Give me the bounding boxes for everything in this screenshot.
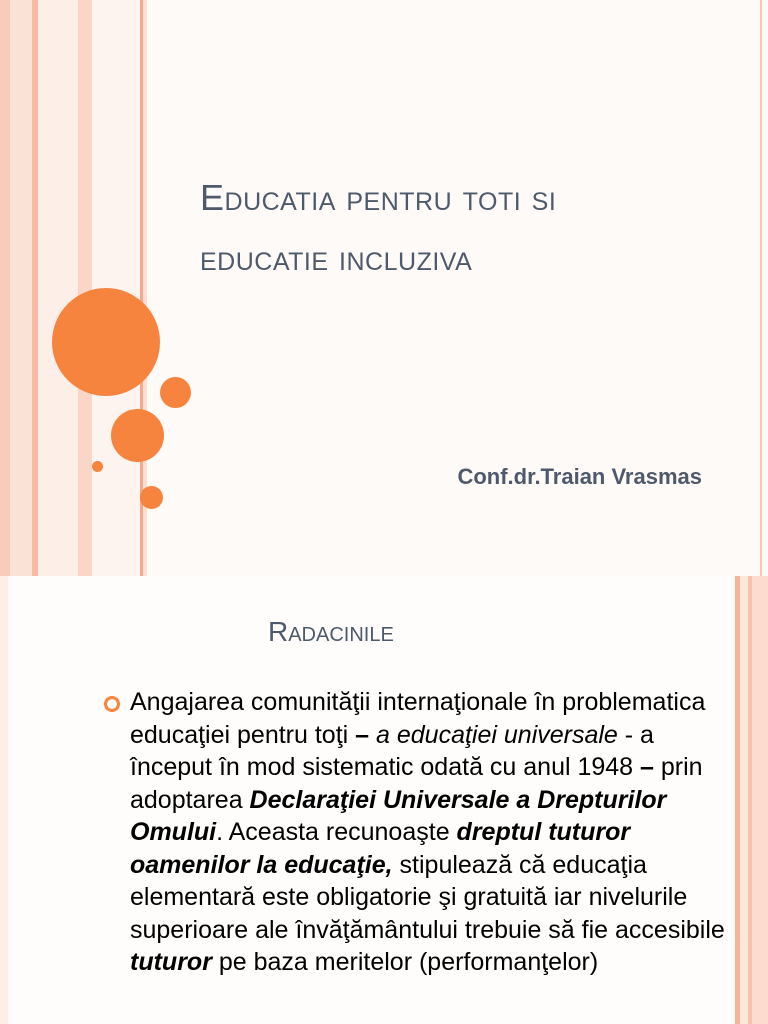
- text-run: –: [640, 753, 654, 781]
- text-run: pe baza meritelor (performanţelor): [211, 948, 599, 976]
- title-line-2: educatie incluziva: [200, 237, 473, 278]
- text-run-italic: a educaţiei universale: [376, 720, 618, 749]
- decor-circle-small: [160, 377, 191, 408]
- slide-content: [0, 576, 768, 1024]
- text-run-bold-italic: dreptul tuturor oamenilor la educaţie,: [130, 818, 631, 879]
- text-run-bold-italic: Declaraţiei Universale a Drepturilor Omului: [130, 785, 667, 846]
- bullet-circle-icon: [104, 696, 120, 712]
- text-run: –: [355, 720, 370, 749]
- text-run: [369, 721, 376, 749]
- decor-stripe: [10, 0, 32, 576]
- decor-stripe: [38, 0, 78, 576]
- decor-line: [760, 0, 762, 576]
- decor-stripe: [752, 576, 768, 1024]
- decor-circle-small: [140, 486, 163, 509]
- decor-stripe: [0, 0, 10, 576]
- decor-circle-large: [52, 288, 160, 396]
- text-run-bold-italic: tuturor: [130, 948, 212, 976]
- decor-circle-tiny: [92, 461, 103, 472]
- decor-stripe: [740, 576, 748, 1024]
- text-run: Angajarea comunităţii internaţionale în problematica educaţiei pentru toţi: [130, 688, 706, 749]
- bullet-text: [130, 686, 740, 979]
- decor-circle-medium: [111, 409, 164, 462]
- author-name: Conf.dr.Traian Vrasmas: [457, 464, 702, 489]
- text-run: - a început în mod sistematic odată cu anul 1948: [130, 720, 654, 781]
- title-line-1: Educatia pentru toti si: [200, 177, 557, 218]
- slide-title-heading: [200, 168, 740, 288]
- text-run: . Aceasta recunoaşte: [216, 818, 457, 846]
- text-run: prin adoptarea: [130, 753, 703, 814]
- text-run: stipulează că educaţia elementară este obligatorie şi gratuită iar nivelurile superioare ale învăţământului trebuie să fie accesibile: [130, 850, 725, 944]
- decor-stripe: [78, 0, 92, 576]
- slide-heading: Radacinile: [268, 616, 394, 647]
- decor-stripe: [0, 576, 8, 1024]
